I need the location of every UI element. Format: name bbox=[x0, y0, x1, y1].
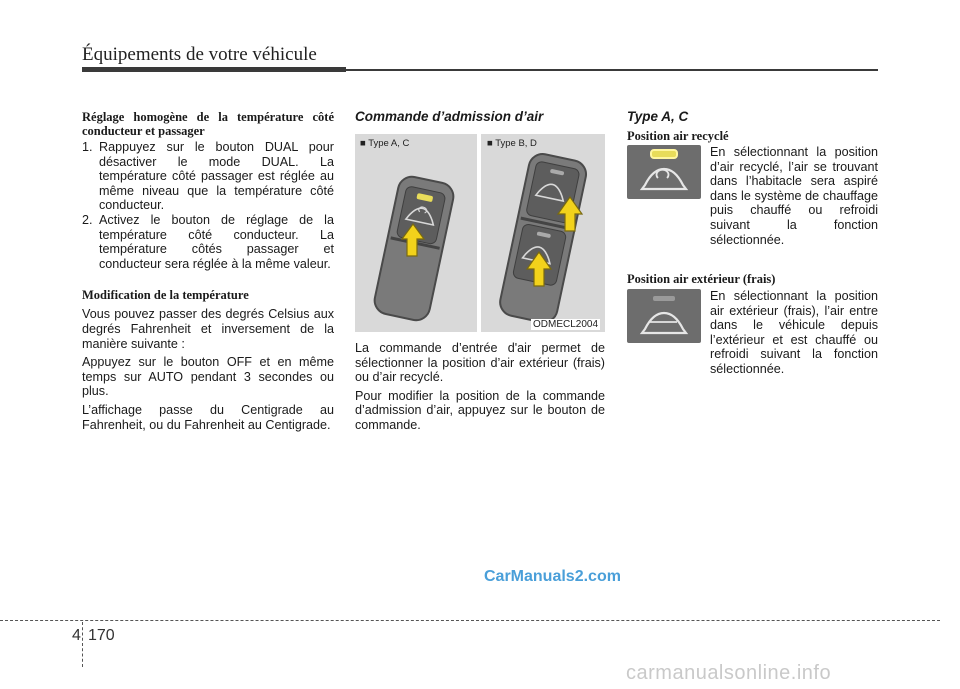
recirculated-air-button-image bbox=[627, 145, 701, 199]
heading-type-ac: Type A, C bbox=[627, 109, 689, 124]
paragraph: La commande d’entrée d'air permet de sélectionner la position d’air extérieur (frais) ou d’air recyclé. bbox=[355, 341, 605, 385]
paragraph: Appuyez sur le bouton OFF et en même temps sur AUTO pendant 3 secondes ou plus. bbox=[82, 355, 334, 399]
paragraph: Vous pouvez passer des degrés Celsius aux degrés Fahrenheit et inversement de la manière suivante : bbox=[82, 307, 334, 351]
paragraph: Pour modifier la position de la commande d’admission d’air, appuyez sur le bouton de commande. bbox=[355, 388, 605, 432]
recirculated-air-text-block bbox=[710, 145, 878, 251]
list-item bbox=[82, 213, 334, 271]
list-item-text: Rappuyez sur le bouton DUAL pour désactiver le mode DUAL. La température côté passager est réglée au même niveau que la température côté conducteur. bbox=[99, 140, 334, 213]
figure-label-type-ac: ■ Type A, C bbox=[360, 138, 410, 149]
heading-air-intake: Commande d’admission d’air bbox=[355, 109, 544, 124]
subheading-fresh-air: Position air extérieur (frais) bbox=[627, 272, 776, 286]
fresh-air-button-image bbox=[627, 289, 701, 343]
column-middle bbox=[355, 110, 605, 129]
page-header-title: Équipements de votre véhicule bbox=[82, 44, 317, 65]
watermark-carmanuals2: CarManuals2.com bbox=[484, 568, 621, 585]
steps-list bbox=[82, 140, 334, 271]
fresh-air-heading-block bbox=[627, 272, 879, 290]
figure-label-type-bd: ■ Type B, D bbox=[487, 138, 537, 149]
footer-rule bbox=[0, 620, 940, 621]
paragraph: L’affichage passe du Centigrade au Fahrenheit, ou du Fahrenheit au Centigrade. bbox=[82, 402, 334, 432]
column-middle-text bbox=[355, 341, 605, 437]
air-intake-figure bbox=[355, 134, 605, 332]
column-left bbox=[82, 110, 334, 436]
list-item-number: 2. bbox=[82, 212, 93, 227]
list-item bbox=[82, 140, 334, 213]
fresh-air-text-block bbox=[710, 289, 878, 381]
chapter-number: 4 bbox=[72, 627, 81, 644]
footer-divider bbox=[82, 622, 83, 667]
list-item-number: 1. bbox=[82, 140, 93, 154]
list-item-text: Activez le bouton de réglage de la température côté conducteur. La température côtés passager et conducteur sera réglée à la même valeur. bbox=[99, 212, 334, 271]
watermark-carmanualsonline: carmanualsonline.info bbox=[626, 662, 832, 684]
heading-uniform-temperature: Réglage homogène de la température côté conducteur et passager bbox=[82, 110, 334, 138]
paragraph: En sélectionnant la position d’air recyclé, l’air se trouvant dans l’habitacle sera aspiré dans le système de chauffage puis chauffé ou refroidi suivant la fonction sélectionnée. bbox=[710, 145, 878, 247]
control-panel-illustration bbox=[355, 134, 605, 332]
column-right bbox=[627, 110, 879, 147]
subheading-recirculated-air: Position air recyclé bbox=[627, 128, 729, 143]
page-number: 170 bbox=[88, 627, 115, 644]
paragraph: En sélectionnant la position air extérieur (frais), l’air entre dans le véhicule depuis l’extérieur et est chauffé ou refroidi suivant la fonction sélectionnée. bbox=[710, 289, 878, 376]
header-bar bbox=[82, 67, 346, 72]
heading-temperature-change: Modification de la température bbox=[82, 288, 249, 303]
figure-code: ODMECL2004 bbox=[533, 319, 599, 330]
